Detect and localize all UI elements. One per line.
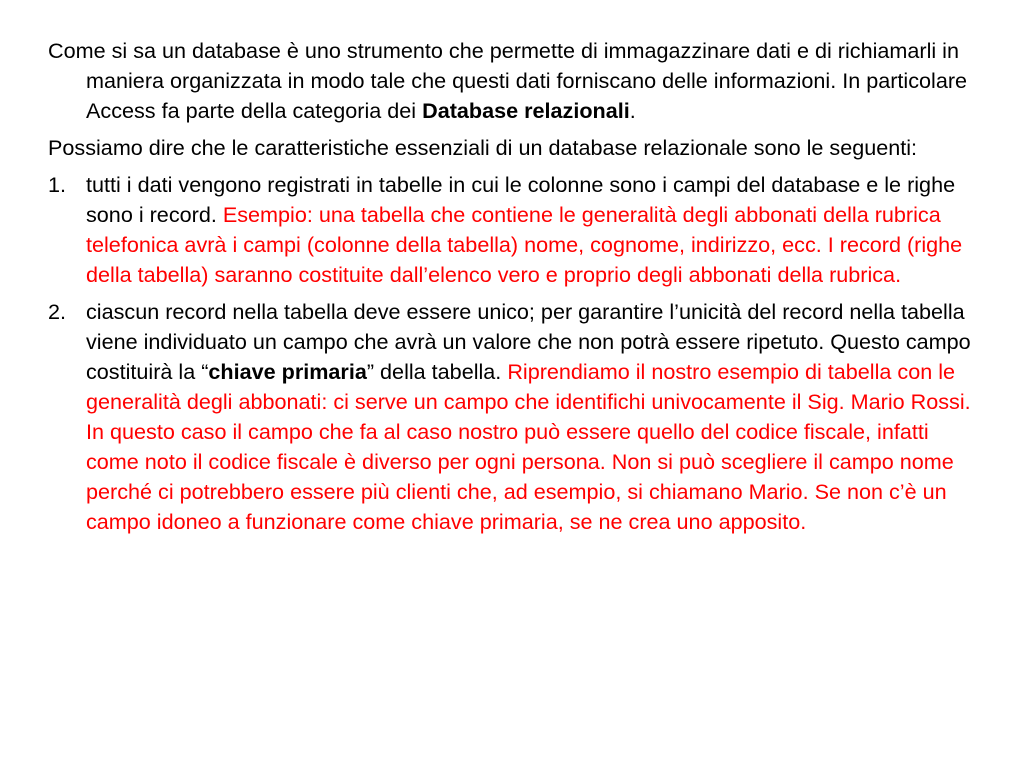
list-number-2: 2.	[48, 299, 67, 324]
item-2-text-before: ciascun record nella tabella deve essere unico; per garantire l’unicità del record nella tabella viene individuato un campo che avrà un valore che non potrà essere ripetuto. Questo campo costituirà la “	[86, 299, 971, 384]
item-2-text-after: ” della tabella.	[366, 359, 508, 384]
list-item-1	[48, 170, 978, 290]
item-2-bold-term: chiave primaria	[208, 359, 367, 384]
slide-body	[48, 36, 978, 544]
list-item-2	[48, 297, 978, 537]
item-1-text: tutti i dati vengono registrati in tabelle in cui le colonne sono i campi del database e le righe sono i record.	[86, 172, 956, 227]
item-2-example: Riprendiamo il nostro esempio di tabella con le generalità degli abbonati: ci serve un campo che identifichi univocamente il Sig. Mario Rossi. In questo caso il campo che fa al caso nostro può essere quello del codice fiscale, infatti come noto il codice fiscale è diverso per ogni persona. Non si può scegliere il campo nome perché ci potrebbero essere più clienti che, ad esempio, si chiamano Mario. Se non c’è un campo idoneo a funzionare come chiave primaria, se ne crea uno apposito.	[86, 359, 971, 534]
intro-bold-term: Database relazionali	[422, 98, 630, 123]
intro-end: .	[629, 98, 636, 123]
lead-paragraph: Possiamo dire che le caratteristiche essenziali di un database relazionale sono le seguenti:	[48, 135, 918, 160]
list-number-1: 1.	[48, 172, 67, 197]
intro-text: Come si sa un database è uno strumento che permette di immagazzinare dati e di richiamarli in maniera organizzata in modo tale che questi dati forniscano delle informazioni. In particolare Access fa parte della categoria dei	[48, 38, 968, 123]
item-1-example: Esempio: una tabella che contiene le generalità degli abbonati della rubrica telefonica avrà i campi (colonne della tabella) nome, cognome, indirizzo, ecc. I record (righe della tabella) saranno costituite dall’elenco vero e proprio degli abbonati della rubrica.	[86, 202, 963, 287]
intro-paragraph	[48, 36, 978, 126]
